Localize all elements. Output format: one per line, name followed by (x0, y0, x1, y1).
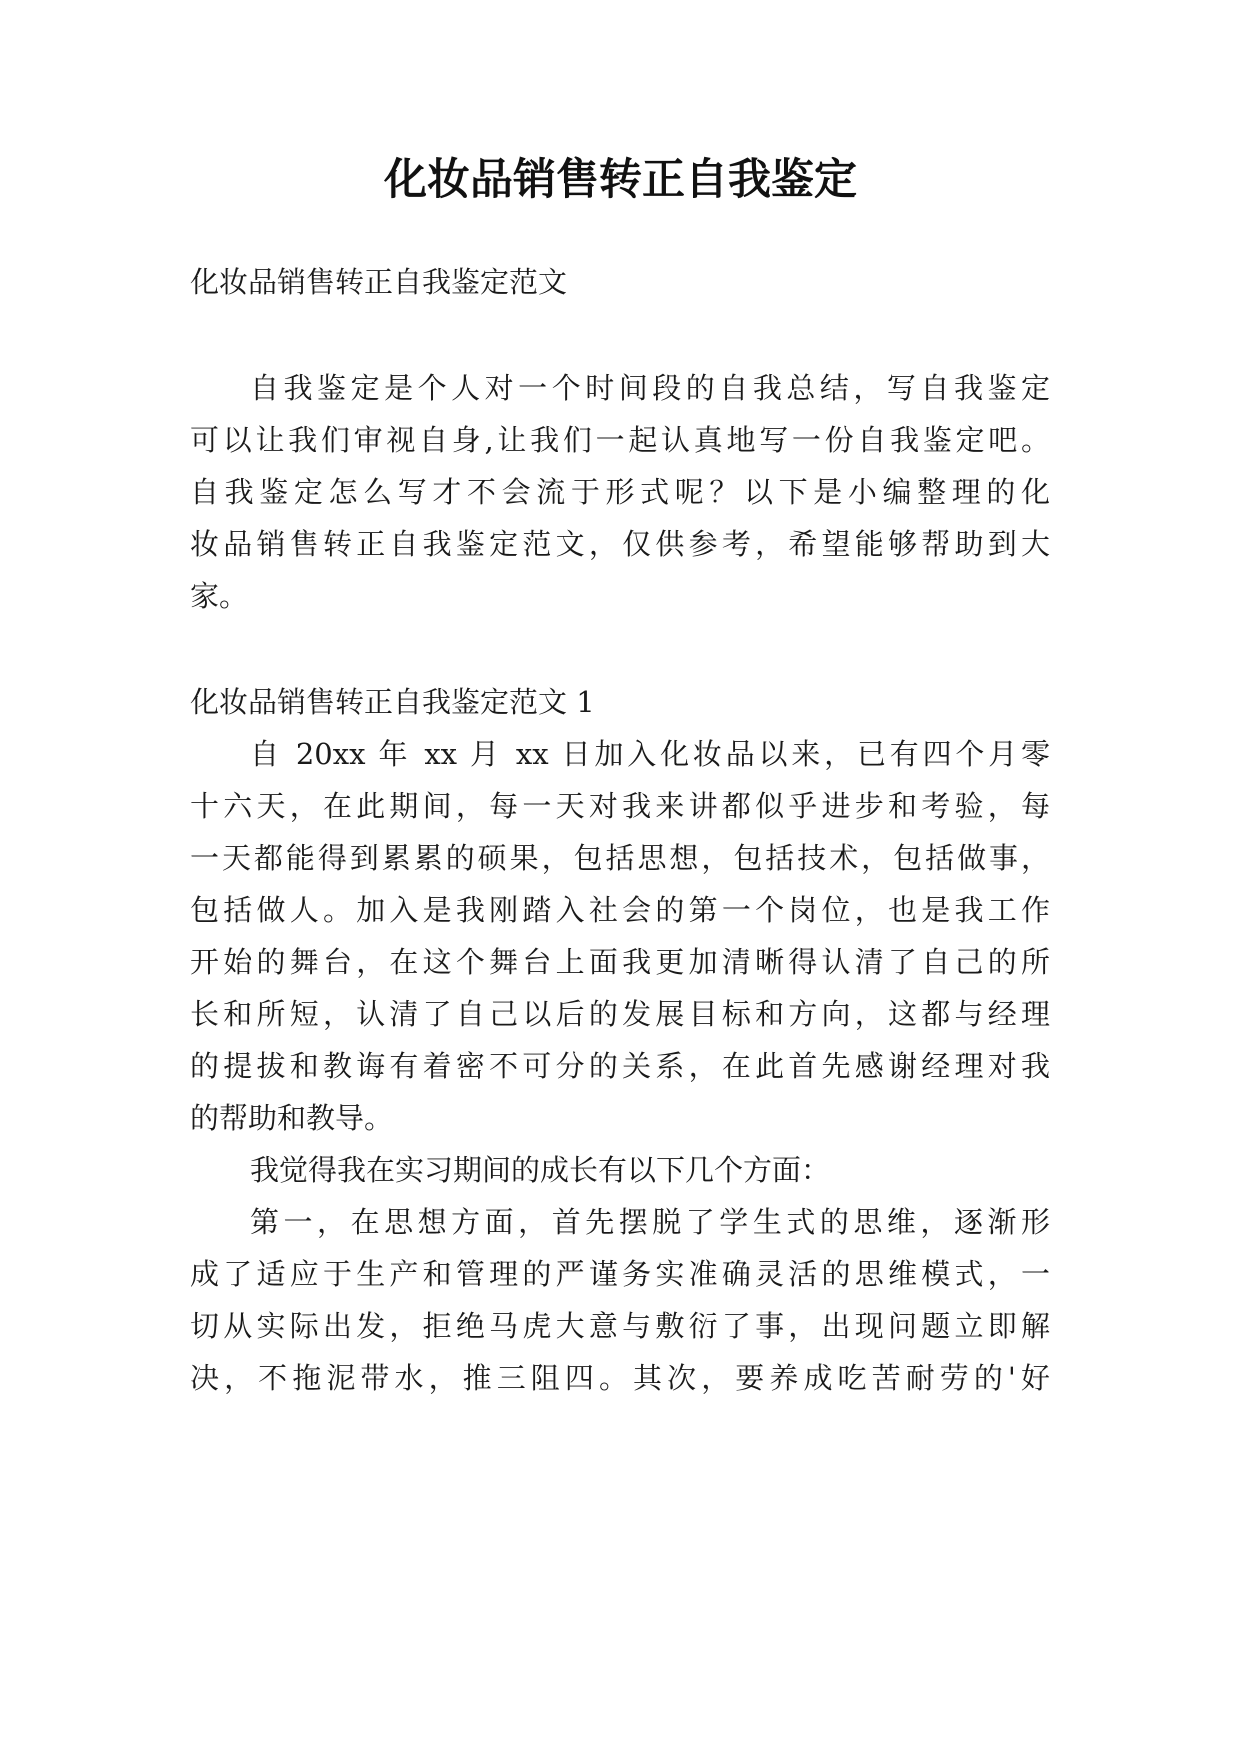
body-line: 的帮助和教导。 (190, 1101, 394, 1135)
section-heading: 化妆品销售转正自我鉴定范文 1 (190, 685, 595, 719)
intro-line: 自我鉴定是个人对一个时间段的自我总结，写自我鉴定 (250, 371, 1050, 405)
body-line: 长和所短，认清了自己以后的发展目标和方向，这都与经理 (190, 997, 1050, 1031)
body-line: 成了适应于生产和管理的严谨务实准确灵活的思维模式，一 (190, 1257, 1050, 1291)
intro-line: 可以让我们审视自身,让我们一起认真地写一份自我鉴定吧。 (190, 423, 1050, 457)
body-line: 我觉得我在实习期间的成长有以下几个方面： (250, 1153, 831, 1187)
body-line: 十六天，在此期间，每一天对我来讲都似乎进步和考验，每 (190, 789, 1050, 823)
document-subtitle: 化妆品销售转正自我鉴定范文 (190, 265, 568, 299)
body-line: 一天都能得到累累的硕果，包括思想，包括技术，包括做事， (190, 841, 1050, 875)
body-line: 切从实际出发，拒绝马虎大意与敷衍了事，出现问题立即解 (190, 1309, 1050, 1343)
intro-line: 家。 (190, 579, 249, 613)
body-line: 包括做人。加入是我刚踏入社会的第一个岗位，也是我工作 (190, 893, 1050, 927)
document-title: 化妆品销售转正自我鉴定 (384, 155, 857, 205)
intro-line: 自我鉴定怎么写才不会流于形式呢？以下是小编整理的化 (190, 475, 1050, 509)
body-line: 的提拔和教诲有着密不可分的关系，在此首先感谢经理对我 (190, 1049, 1050, 1083)
body-line: 自 20xx 年 xx 月 xx 日加入化妆品以来，已有四个月零 (250, 737, 1050, 771)
body-line: 第一，在思想方面，首先摆脱了学生式的思维，逐渐形 (250, 1205, 1050, 1239)
body-line: 开始的舞台，在这个舞台上面我更加清晰得认清了自己的所 (190, 945, 1050, 979)
intro-line: 妆品销售转正自我鉴定范文，仅供参考，希望能够帮助到大 (190, 527, 1050, 561)
body-line: 决，不拖泥带水，推三阻四。其次，要养成吃苦耐劳的'好 (190, 1361, 1050, 1395)
